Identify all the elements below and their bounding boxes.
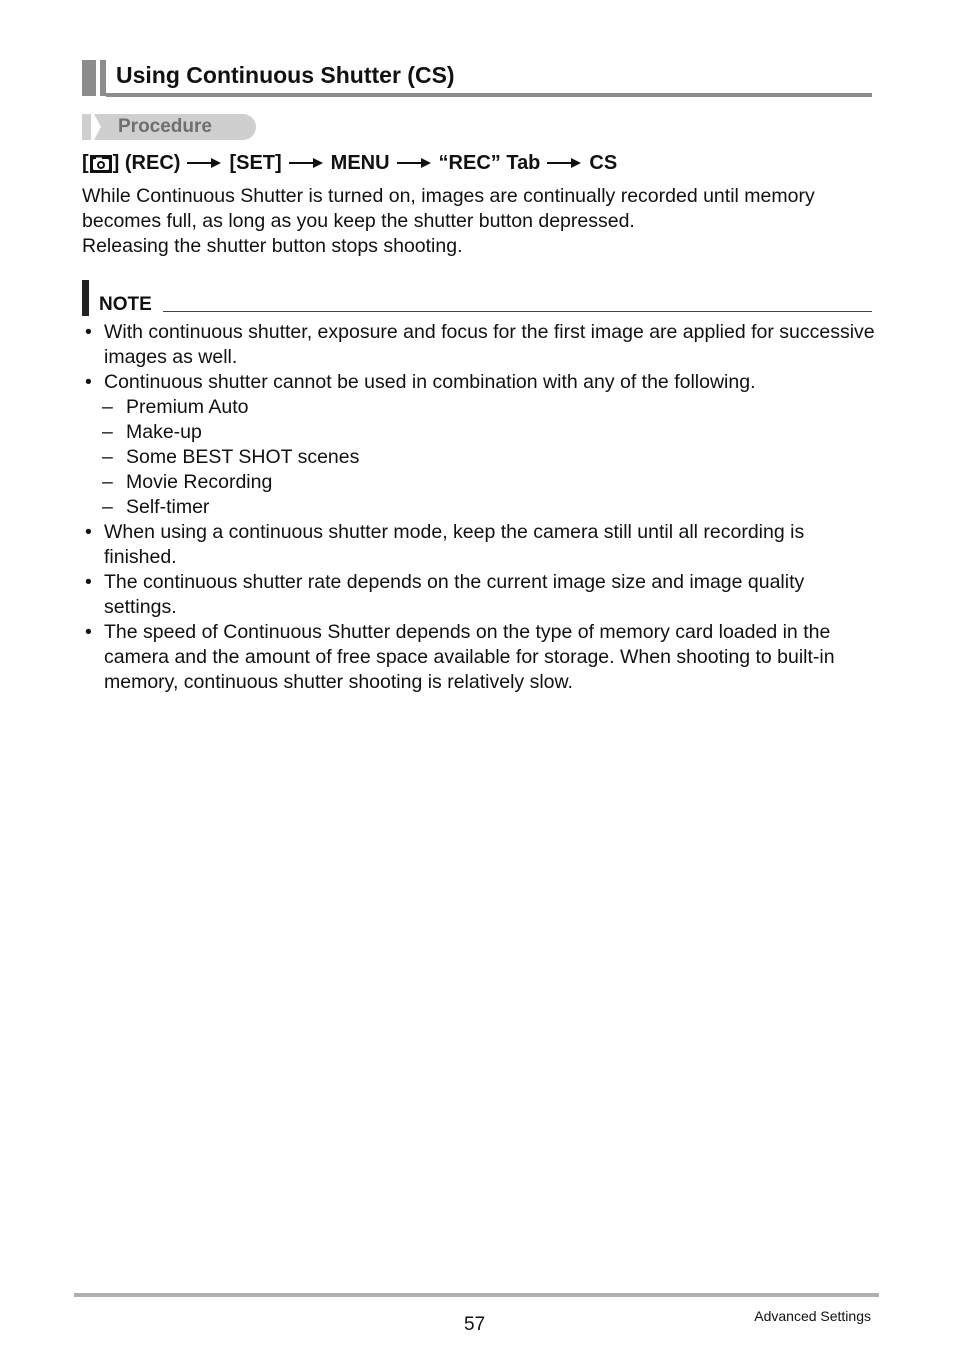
note-sub-item [82,495,882,520]
dash: – [102,396,113,418]
path-cs: CS [589,151,618,174]
note-item-text: The speed of Continuous Shutter depends on the type of memory card loaded in the camera and the amount of free space available for storage. When shooting to built-in memory, continuous shutter shooting is relatively slow. [104,621,835,693]
bullet: • [85,521,92,543]
camera-icon [90,155,112,173]
note-item [82,620,882,695]
arrow-right-icon [547,157,581,169]
intro-text [82,184,882,259]
note-item [82,570,882,620]
page-number: 57 [464,1314,486,1335]
arrow-right-icon [289,157,323,169]
note-item [82,370,882,395]
header-bar-wide [82,60,96,96]
note-sub-item-text: Make-up [126,421,202,443]
path-rec-tab: “REC” Tab [438,151,541,174]
footer-rule [74,1293,879,1297]
intro-paragraph: While Continuous Shutter is turned on, images are continually recorded until memory becomes full, as long as you keep the shutter button depressed. [82,185,815,232]
intro-paragraph: Releasing the shutter button stops shooting. [82,235,463,257]
note-label: NOTE [99,294,152,315]
arrow-right-icon [397,157,431,169]
dash: – [102,471,113,493]
procedure-path [82,150,617,176]
dash: – [102,421,113,443]
note-sub-item-text: Self-timer [126,496,210,518]
note-sub-item [82,470,882,495]
note-rule [163,311,872,312]
procedure-label: Procedure [118,116,212,137]
path-rec: ] (REC) [112,151,181,174]
note-sub-item-text: Movie Recording [126,471,273,493]
header-bar-narrow [100,60,106,96]
note-list [82,320,882,695]
note-sub-item [82,420,882,445]
path-menu: MENU [330,151,390,174]
path-open-bracket: [ [82,151,89,174]
footer-section-name: Advanced Settings [754,1308,871,1324]
procedure-notch [91,114,101,140]
procedure-badge [82,114,256,140]
path-set: [SET] [229,151,282,174]
note-bar [82,280,89,316]
note-sub-item [82,395,882,420]
note-item-text: Continuous shutter cannot be used in combination with any of the following. [104,371,756,393]
arrow-right-icon [187,157,221,169]
dash: – [102,446,113,468]
bullet: • [85,621,92,643]
note-sub-item-text: Premium Auto [126,396,249,418]
bullet: • [85,321,92,343]
section-header [82,58,872,98]
bullet: • [85,571,92,593]
dash: – [102,496,113,518]
note-item [82,520,882,570]
section-title: Using Continuous Shutter (CS) [116,62,455,88]
note-sub-item [82,445,882,470]
note-item-text: With continuous shutter, exposure and focus for the first image are applied for successive images as well. [104,321,875,368]
bullet: • [85,371,92,393]
note-sub-item-text: Some BEST SHOT scenes [126,446,360,468]
note-item-text: When using a continuous shutter mode, keep the camera still until all recording is finished. [104,521,805,568]
note-item-text: The continuous shutter rate depends on the current image size and image quality settings. [104,571,805,618]
header-rule [106,93,872,97]
note-item [82,320,882,370]
